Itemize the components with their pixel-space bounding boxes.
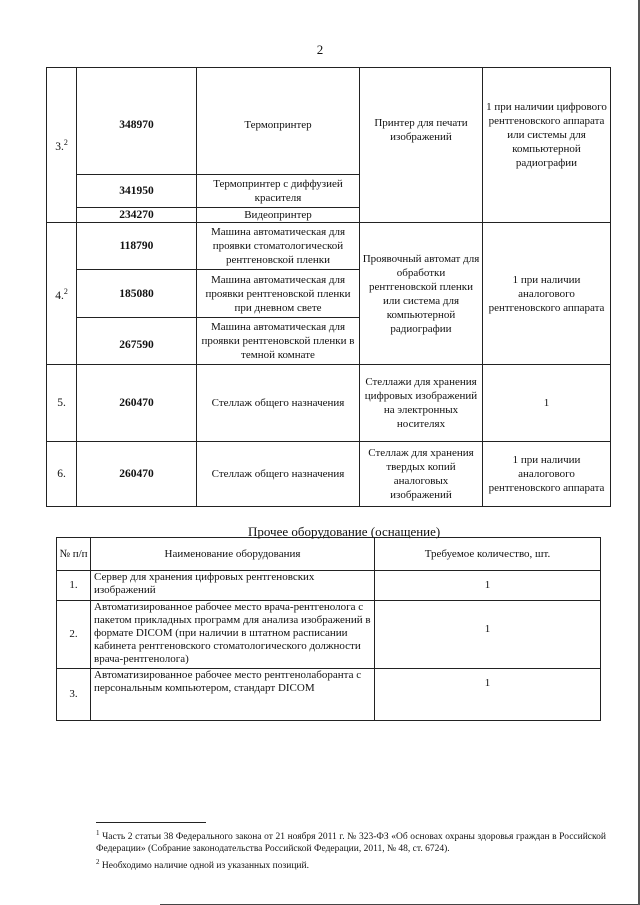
footnote-ref: 2: [63, 286, 68, 296]
row-number: 3.: [55, 140, 64, 153]
equipment-name: Стеллаж общего назначения: [197, 442, 360, 507]
table-row: [47, 442, 611, 507]
equipment-description: Стеллажи для хранения цифровых изображений на электронных носителях: [360, 365, 483, 442]
page-number: 2: [316, 42, 324, 57]
equipment-quantity: 1: [483, 365, 611, 442]
row-number: 1.: [57, 571, 91, 601]
footnote-mark: 2: [96, 858, 100, 867]
equipment-name: Машина автоматическая для проявки рентгеновской пленки в темной комнате: [197, 318, 360, 365]
other-equipment-caption: Прочее оборудование (оснащение): [248, 524, 441, 539]
footnotes: [96, 827, 606, 873]
other-equipment-table: [56, 537, 601, 721]
row-number: 2.: [57, 601, 91, 669]
table-row: [57, 669, 601, 721]
row-number: 6.: [47, 442, 77, 507]
header-quantity: Требуемое количество, шт.: [375, 538, 601, 571]
equipment-table: [46, 67, 611, 507]
equipment-name: Машина автоматическая для проявки стоматологической рентгеновской пленки: [197, 223, 360, 270]
equipment-code: 185080: [77, 270, 197, 318]
footnote-mark: 1: [96, 829, 100, 837]
equipment-name: Автоматизированное рабочее место рентгенолаборанта с персональным компьютером, стандарт DICOM: [91, 669, 375, 721]
footnote-2: [96, 856, 606, 872]
equipment-name: Термопринтер с диффузией красителя: [197, 175, 360, 208]
equipment-quantity: 1: [375, 571, 601, 601]
header-name: Наименование оборудования: [91, 538, 375, 571]
row-number-cell: [47, 68, 77, 223]
equipment-name: Видеопринтер: [197, 208, 360, 223]
footnote-text: Необходимо наличие одной из указанных позиций.: [101, 861, 309, 872]
table-row: [47, 68, 611, 175]
table-row: [57, 571, 601, 601]
equipment-name: Термопринтер: [197, 68, 360, 175]
equipment-code: 118790: [77, 223, 197, 270]
equipment-quantity: 1: [375, 669, 601, 721]
table-row: [47, 223, 611, 270]
equipment-name: Машина автоматическая для проявки рентгеновской пленки при дневном свете: [197, 270, 360, 318]
footnote-divider: [96, 822, 206, 823]
equipment-description: Принтер для печати изображений: [360, 68, 483, 223]
equipment-description: Стеллаж для хранения твердых копий аналоговых изображений: [360, 442, 483, 507]
equipment-quantity: 1 при наличии цифрового рентгеновского аппарата или системы для компьютерной радиографии: [483, 68, 611, 223]
equipment-quantity: 1: [375, 601, 601, 669]
equipment-quantity: 1 при наличии аналогового рентгеновского аппарата: [483, 223, 611, 365]
equipment-code: 341950: [77, 175, 197, 208]
equipment-name: Стеллаж общего назначения: [197, 365, 360, 442]
row-number: 3.: [57, 669, 91, 721]
equipment-code: 267590: [77, 318, 197, 365]
equipment-code: 260470: [77, 442, 197, 507]
equipment-description: Проявочный автомат для обработки рентгеновской пленки или система для компьютерной радиографии: [360, 223, 483, 365]
footnote-ref: 2: [63, 138, 68, 148]
equipment-quantity: 1 при наличии аналогового рентгеновского аппарата: [483, 442, 611, 507]
row-number-cell: [47, 223, 77, 365]
header-num: № п/п: [57, 538, 91, 571]
footnote-text: Часть 2 статьи 38 Федерального закона от 21 ноября 2011 г. № 323-ФЗ «Об основах охраны здоровья граждан в Российской Федерации» (Собрание законодательства Российской Федерации, 2011, № 48, ст. 6724).: [96, 832, 606, 855]
equipment-name: Сервер для хранения цифровых рентгеновских изображений: [91, 571, 375, 601]
equipment-code: 348970: [77, 68, 197, 175]
equipment-name: Автоматизированное рабочее место врача-рентгенолога с пакетом прикладных программ для анализа изображений в формате DICOM (при наличии в штатном расписании кабинета рентгеновского стоматологического должности врача-рентгенолога): [91, 601, 375, 669]
footnote-1: [96, 827, 606, 855]
table-row: [47, 365, 611, 442]
equipment-code: 260470: [77, 365, 197, 442]
equipment-code: 234270: [77, 208, 197, 223]
row-number: 5.: [47, 365, 77, 442]
table-header-row: [57, 538, 601, 571]
row-number: 4.: [55, 289, 64, 302]
table-row: [57, 601, 601, 669]
